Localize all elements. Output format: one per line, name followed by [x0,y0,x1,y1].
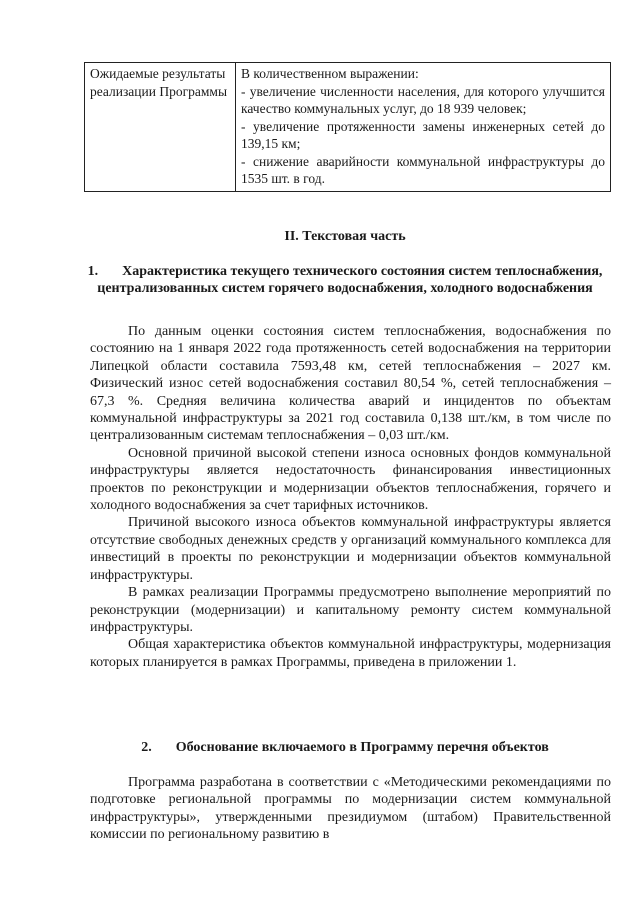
subsection-heading-1 [80,263,610,297]
subsection-number: 1. [87,264,99,279]
table-intro: В количественном выражении: [241,66,419,81]
paragraph: Программа разработана в соответствии с «Методическими рекомендациями по подготовке региональной программы по модернизации систем коммунальной инфраструктуры», утвержденными президиумом (штабом) Правительственной комиссии по региональному развитию в [90,775,611,843]
paragraph: Основной причиной высокой степени износа основных фондов коммунальной инфраструктуры является недостаточность финансирования инвестиционных проектов по реконструкции и модернизации объектов теплоснабжения, горячего и холодного водоснабжения за счет тарифных источников. [90,445,611,514]
subsection-number: 2. [141,740,152,755]
table-item: - увеличение протяженности замены инженерных сетей до 139,15 км; [241,118,605,151]
paragraph: Причиной высокого износа объектов коммунальной инфраструктуры является отсутствие свободных денежных средств у организаций коммунального комплекса для инвестиций в проекты по реконструкции и модернизации объектов коммунальной инфраструктуры. [90,515,611,583]
paragraph: В рамках реализации Программы предусмотрено выполнение мероприятий по реконструкции (модернизации) и капитальному ремонту систем коммунальной инфраструктуры. [90,585,611,635]
section-title: II. Текстовая часть [284,229,406,244]
table-content-cell [236,63,611,192]
paragraph: Общая характеристика объектов коммунальной инфраструктуры, модернизация которых планируется в рамках Программы, приведена в приложении 1. [90,637,611,670]
paragraph: По данным оценки состояния систем теплоснабжения, водоснабжения по состоянию на 1 января 2022 года протяженность сетей водоснабжения на территории Липецкой области составила 7593,48 км, сетей теплоснабжения – 2027 км. Физический износ сетей водоснабжения составил 80,54 %, сетей теплоснабжения – 67,3 %. Средняя величина количества аварий и инцидентов по объектам коммунальной инфраструктуры за 2021 год составила 0,138 шт./км, в том числе по централизованным системам теплоснабжения – 0,03 шт./км. [90,324,611,444]
subsection-title: Обоснование включаемого в Программу перечня объектов [175,740,549,755]
table-item: - снижение аварийности коммунальной инфраструктуры до 1535 шт. в год. [241,153,605,186]
subsection-heading-2 [80,739,610,756]
section-body-1 [90,323,611,671]
results-table [84,62,611,192]
table-label-cell: Ожидаемые результаты реализации Программы [85,63,236,192]
section-body-2 [90,774,611,844]
subsection-title: Характеристика текущего технического состояния систем теплоснабжения, централизованных систем горячего водоснабжения, холодного водоснабжения [97,264,603,296]
table-item: - увеличение численности населения, для которого улучшится качество коммунальных услуг, до 18 939 человек; [241,83,605,116]
table-row [85,63,611,192]
